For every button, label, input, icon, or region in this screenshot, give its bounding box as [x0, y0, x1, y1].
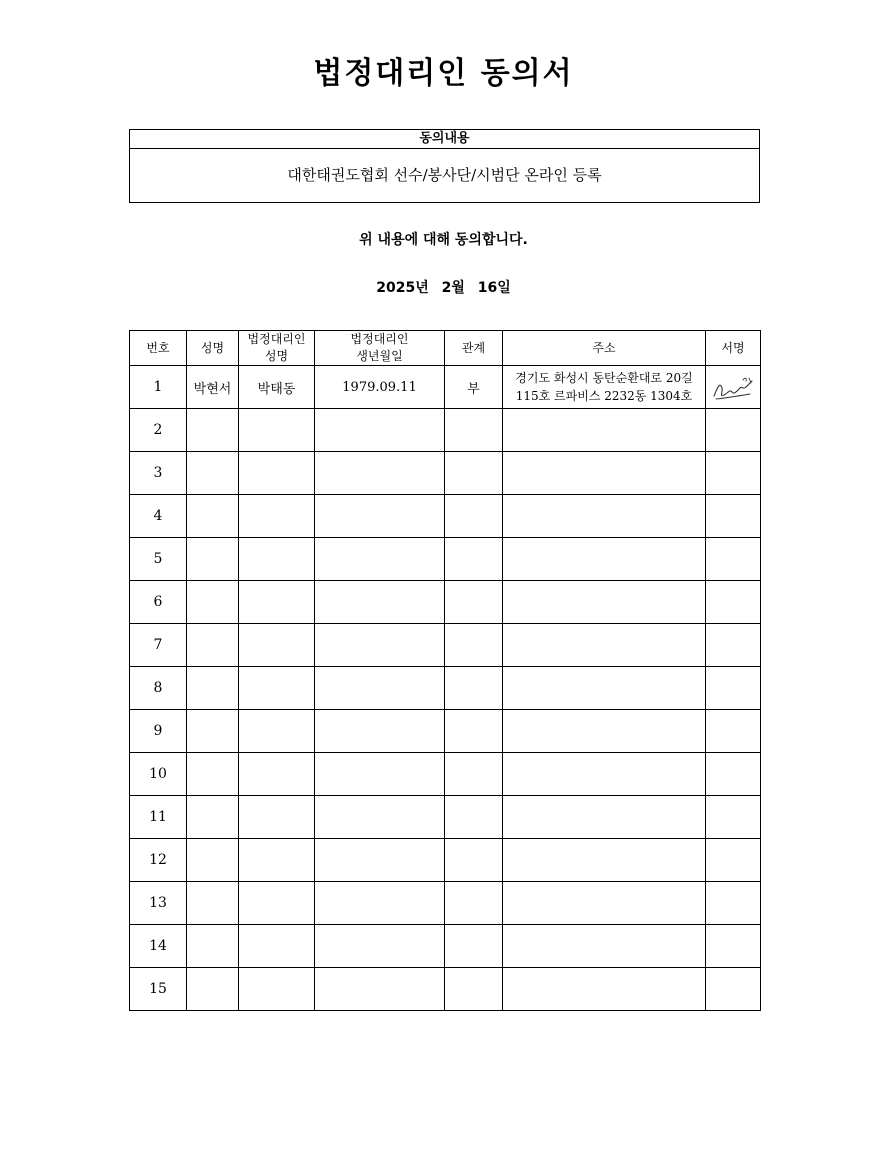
cell-no: 5	[130, 538, 187, 581]
cell-guardian-birth	[315, 753, 445, 796]
cell-address	[503, 882, 706, 925]
cell-guardian-name: 박태동	[239, 366, 315, 409]
cell-address	[503, 409, 706, 452]
cell-name	[187, 538, 239, 581]
header-address: 주소	[503, 331, 706, 366]
cell-relation	[445, 624, 503, 667]
cell-guardian-birth	[315, 495, 445, 538]
table-row	[130, 452, 761, 495]
cell-name	[187, 925, 239, 968]
cell-signature	[706, 452, 761, 495]
table-body	[130, 366, 761, 1011]
cell-guardian-birth	[315, 624, 445, 667]
cell-name	[187, 796, 239, 839]
cell-no: 8	[130, 667, 187, 710]
cell-name	[187, 839, 239, 882]
table-row	[130, 409, 761, 452]
consent-box	[129, 129, 760, 203]
cell-relation	[445, 581, 503, 624]
cell-no: 13	[130, 882, 187, 925]
cell-relation	[445, 753, 503, 796]
cell-name	[187, 968, 239, 1011]
cell-signature	[706, 796, 761, 839]
consent-date: 2025년 2월 16일	[376, 280, 511, 296]
table-row	[130, 495, 761, 538]
cell-address	[503, 796, 706, 839]
cell-signature	[706, 581, 761, 624]
cell-relation	[445, 839, 503, 882]
cell-guardian-birth	[315, 882, 445, 925]
cell-relation	[445, 925, 503, 968]
cell-no: 9	[130, 710, 187, 753]
cell-guardian-name	[239, 839, 315, 882]
cell-address-line2: 115호 르파비스 2232동 1304호	[515, 389, 693, 403]
cell-name	[187, 667, 239, 710]
cell-guardian-name	[239, 753, 315, 796]
cell-address-line1: 경기도 화성시 동탄순환대로 20길	[515, 371, 693, 385]
cell-signature	[706, 968, 761, 1011]
cell-address	[503, 710, 706, 753]
table-row	[130, 624, 761, 667]
table-row	[130, 581, 761, 624]
cell-guardian-birth	[315, 538, 445, 581]
consent-header: 동의내용	[130, 130, 759, 149]
header-guardian-name-line1: 법정대리인	[247, 332, 306, 346]
cell-guardian-name	[239, 882, 315, 925]
header-guardian-birth-line2: 생년월일	[356, 349, 403, 363]
cell-name	[187, 409, 239, 452]
cell-guardian-birth	[315, 968, 445, 1011]
cell-address	[503, 452, 706, 495]
cell-address	[503, 538, 706, 581]
cell-no: 1	[130, 366, 187, 409]
cell-address	[503, 624, 706, 667]
cell-signature	[706, 409, 761, 452]
cell-no: 6	[130, 581, 187, 624]
cell-guardian-birth	[315, 796, 445, 839]
cell-name	[187, 882, 239, 925]
cell-name	[187, 581, 239, 624]
cell-address	[503, 581, 706, 624]
cell-name	[187, 495, 239, 538]
consent-content: 대한태권도협회 선수/봉사단/시범단 온라인 등록	[287, 166, 602, 184]
cell-signature	[706, 624, 761, 667]
cell-no: 4	[130, 495, 187, 538]
cell-signature	[706, 710, 761, 753]
cell-no: 11	[130, 796, 187, 839]
cell-guardian-name	[239, 925, 315, 968]
cell-guardian-birth: 1979.09.11	[315, 366, 445, 409]
cell-no: 7	[130, 624, 187, 667]
guardian-table	[129, 330, 761, 1011]
cell-signature	[706, 925, 761, 968]
table-row	[130, 753, 761, 796]
table-row	[130, 538, 761, 581]
cell-relation	[445, 968, 503, 1011]
cell-guardian-name	[239, 538, 315, 581]
cell-guardian-name	[239, 409, 315, 452]
header-guardian-name-line2: 성명	[264, 349, 289, 363]
cell-signature	[706, 538, 761, 581]
cell-no: 14	[130, 925, 187, 968]
header-guardian-name	[239, 331, 315, 366]
cell-signature	[706, 882, 761, 925]
cell-guardian-birth	[315, 925, 445, 968]
cell-signature	[706, 495, 761, 538]
cell-name	[187, 452, 239, 495]
table-header-row	[130, 331, 761, 366]
cell-address	[503, 753, 706, 796]
table-row	[130, 796, 761, 839]
cell-address	[503, 495, 706, 538]
cell-address	[503, 667, 706, 710]
cell-name	[187, 753, 239, 796]
table-row	[130, 839, 761, 882]
cell-no: 10	[130, 753, 187, 796]
cell-relation	[445, 409, 503, 452]
cell-relation	[445, 495, 503, 538]
cell-guardian-name	[239, 667, 315, 710]
table-row	[130, 968, 761, 1011]
table-row	[130, 710, 761, 753]
table-row	[130, 366, 761, 409]
cell-no: 12	[130, 839, 187, 882]
cell-name	[187, 710, 239, 753]
table-row	[130, 667, 761, 710]
cell-guardian-birth	[315, 581, 445, 624]
cell-address	[503, 968, 706, 1011]
cell-signature	[706, 839, 761, 882]
cell-no: 3	[130, 452, 187, 495]
cell-signature	[706, 753, 761, 796]
cell-signature	[706, 366, 761, 409]
cell-relation	[445, 796, 503, 839]
cell-no: 2	[130, 409, 187, 452]
cell-signature	[706, 667, 761, 710]
cell-guardian-name	[239, 495, 315, 538]
cell-guardian-birth	[315, 710, 445, 753]
cell-name: 박현서	[187, 366, 239, 409]
cell-guardian-name	[239, 581, 315, 624]
cell-relation	[445, 667, 503, 710]
cell-relation	[445, 710, 503, 753]
cell-guardian-name	[239, 624, 315, 667]
cell-relation: 부	[445, 366, 503, 409]
cell-guardian-name	[239, 452, 315, 495]
cell-address	[503, 925, 706, 968]
cell-no: 15	[130, 968, 187, 1011]
cell-guardian-name	[239, 710, 315, 753]
header-signature: 서명	[706, 331, 761, 366]
cell-guardian-birth	[315, 452, 445, 495]
table-row	[130, 925, 761, 968]
agreement-statement: 위 내용에 대해 동의합니다.	[359, 232, 528, 248]
header-relation: 관계	[445, 331, 503, 366]
cell-relation	[445, 452, 503, 495]
cell-relation	[445, 538, 503, 581]
document-title: 법정대리인 동의서	[313, 56, 574, 91]
table-row	[130, 882, 761, 925]
cell-guardian-name	[239, 796, 315, 839]
cell-guardian-name	[239, 968, 315, 1011]
cell-name	[187, 624, 239, 667]
cell-address	[503, 839, 706, 882]
handwritten-signature	[710, 372, 756, 402]
header-guardian-birth	[315, 331, 445, 366]
header-guardian-birth-line1: 법정대리인	[350, 332, 409, 346]
cell-guardian-birth	[315, 839, 445, 882]
cell-relation	[445, 882, 503, 925]
header-name: 성명	[187, 331, 239, 366]
cell-address	[503, 366, 706, 409]
header-no: 번호	[130, 331, 187, 366]
cell-guardian-birth	[315, 409, 445, 452]
cell-guardian-birth	[315, 667, 445, 710]
